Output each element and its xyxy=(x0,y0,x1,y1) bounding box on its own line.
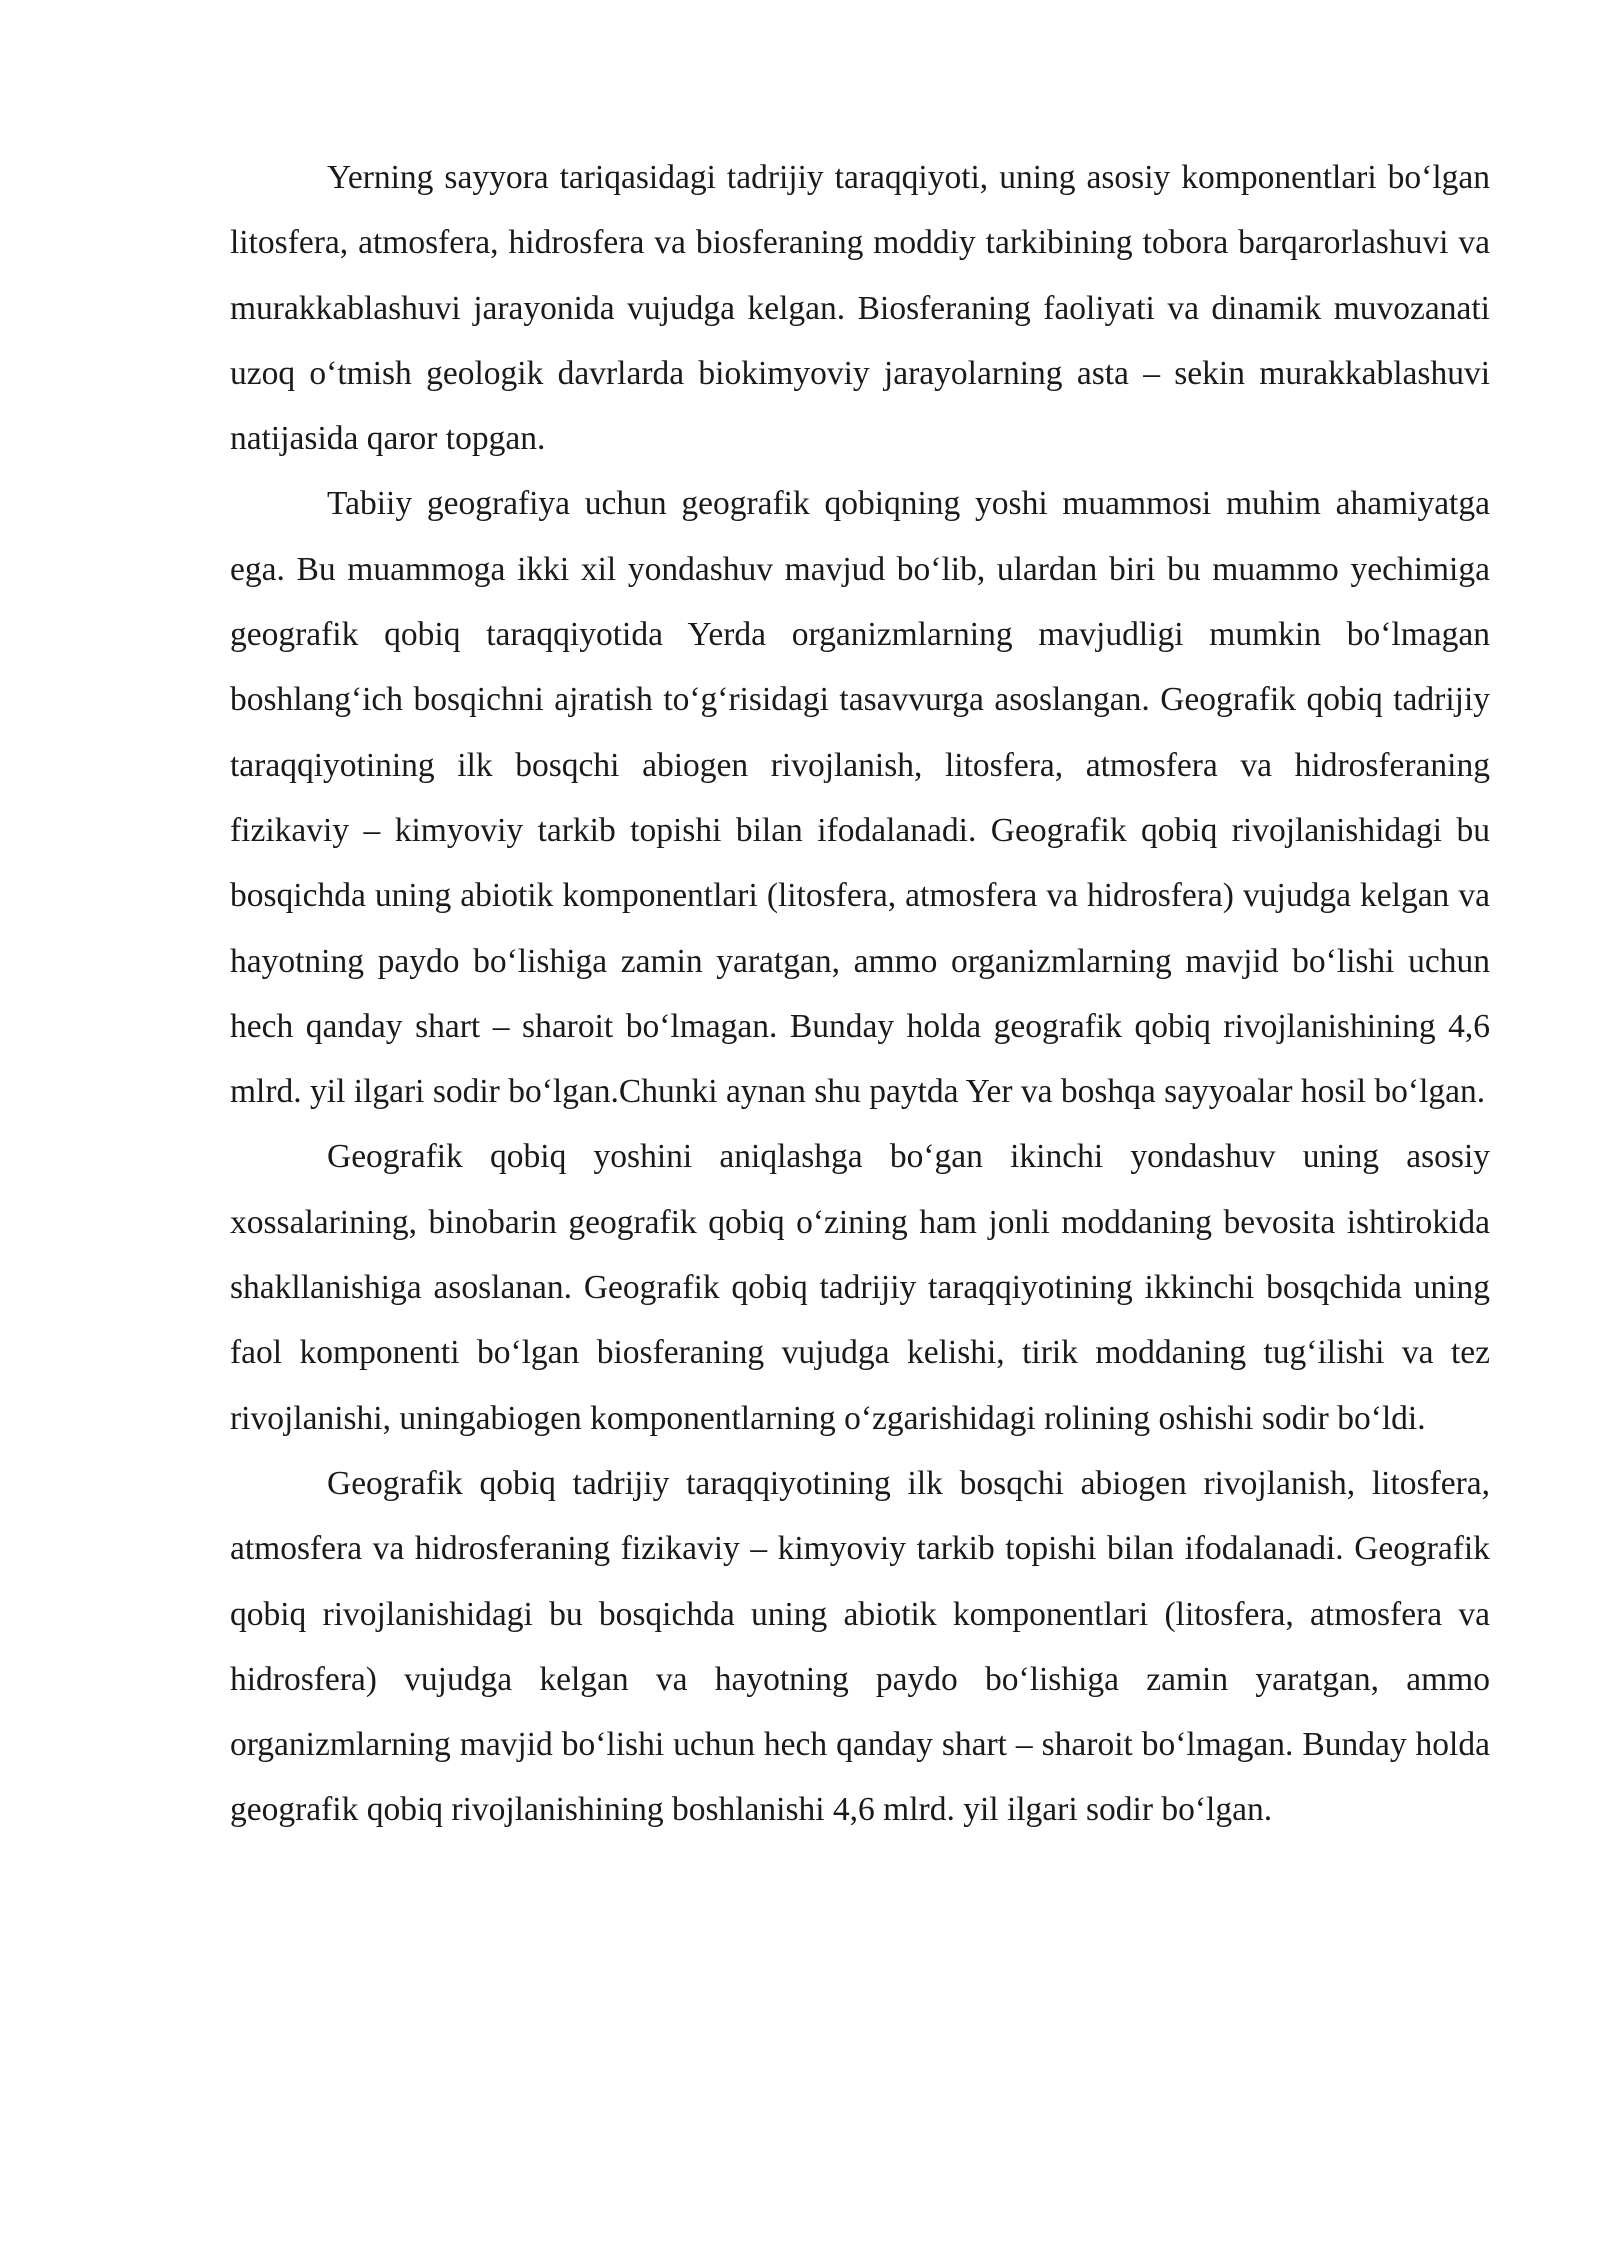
paragraph-4: Geografik qobiq tadrijiy taraqqiyotining ilk bosqchi abiogen rivojlanish, litosfera, atmosfera va hidrosferaning fizikaviy – kimyoviy tarkib topishi bilan ifodalanadi. Geografik qobiq rivojlanishidagi bu bosqichda uning abiotik komponentlari (litosfera, atmosfera va hidrosfera) vujudga kelgan va hayotning paydo bo‘lishiga zamin yaratgan, ammo organizmlarning mavjid bo‘lishi uchun hech qanday shart – sharoit bo‘lmagan. Bunday holda geografik qobiq rivojlanishining boshlanishi 4,6 mlrd. yil ilgari sodir bo‘lgan. xyxy=(230,1464,1490,1829)
paragraph-3: Geografik qobiq yoshini aniqlashga bo‘gan ikinchi yondashuv uning asosiy xossalarining, binobarin geografik qobiq o‘zining ham jonli moddaning bevosita ishtirokida shakllanishiga asoslanan. Geografik qobiq tadrijiy taraqqiyotining ikkinchi bosqchida uning faol komponenti bo‘lgan biosferaning vujudga kelishi, tirik moddaning tug‘ilishi va tez rivojlanishi, uningabiogen komponentlarning o‘zgarishidagi rolining oshishi sodir bo‘ldi. xyxy=(230,1138,1490,1437)
document-body xyxy=(230,145,1490,1843)
paragraph-1: Yerning sayyora tariqasidagi tadrijiy taraqqiyoti, uning asosiy komponentlari bo‘lgan litosfera, atmosfera, hidrosfera va biosferaning moddiy tarkibining tobora barqarorlashuvi va murakkablashuvi jarayonida vujudga kelgan. Biosferaning faoliyati va dinamik muvozanati uzoq o‘tmish geologik davrlarda biokimyoviy jarayolarning asta – sekin murakkablashuvi natijasida qaror topgan. xyxy=(230,159,1490,458)
paragraph-2: Tabiiy geografiya uchun geografik qobiqning yoshi muammosi muhim ahamiyatga ega. Bu muammoga ikki xil yondashuv mavjud bo‘lib, ulardan biri bu muammo yechimiga geografik qobiq taraqqiyotida Yerda organizmlarning mavjudligi mumkin bo‘lmagan boshlang‘ich bosqichni ajratish to‘g‘risidagi tasavvurga asoslangan. Geografik qobiq tadrijiy taraqqiyotining ilk bosqchi abiogen rivojlanish, litosfera, atmosfera va hidrosferaning fizikaviy – kimyoviy tarkib topishi bilan ifodalanadi. Geografik qobiq rivojlanishidagi bu bosqichda uning abiotik komponentlari (litosfera, atmosfera va hidrosfera) vujudga kelgan va hayotning paydo bo‘lishiga zamin yaratgan, ammo organizmlarning mavjid bo‘lishi uchun hech qanday shart – sharoit bo‘lmagan. Bunday holda geografik qobiq rivojlanishining 4,6 mlrd. yil ilgari sodir bo‘lgan.Chunki aynan shu paytda Yer va boshqa sayyoalar hosil bo‘lgan. xyxy=(230,485,1490,1111)
